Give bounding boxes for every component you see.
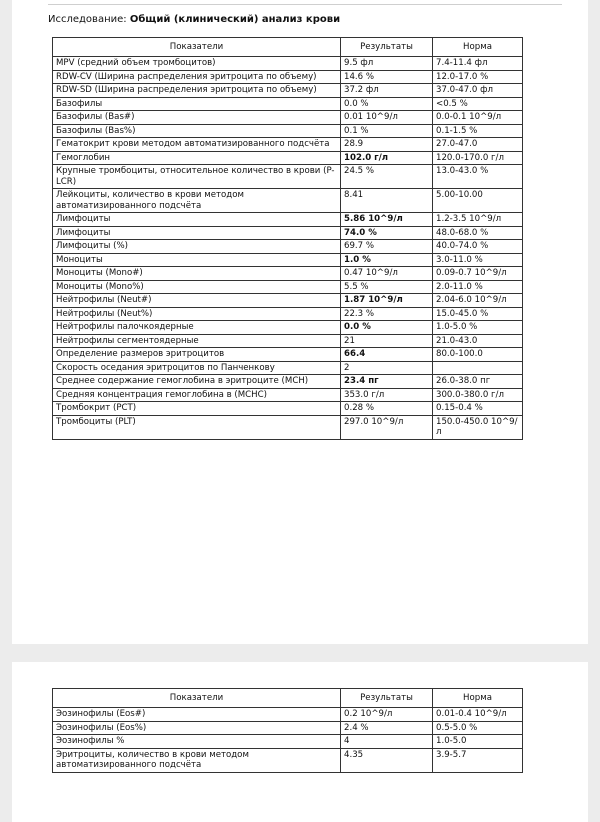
table-row <box>53 138 523 152</box>
table-row <box>53 735 523 749</box>
norm-cell: 150.0-450.0 10^9/л <box>433 415 523 439</box>
norm-cell: 12.0-17.0 % <box>433 70 523 84</box>
table-row <box>53 334 523 348</box>
norm-cell: 1.2-3.5 10^9/л <box>433 213 523 227</box>
result-cell: 2 <box>341 361 433 375</box>
indicator-cell: Эозинофилы (Eos%) <box>53 721 341 735</box>
indicator-cell: Определение размеров эритроцитов <box>53 348 341 362</box>
header-indicator: Показатели <box>53 689 341 708</box>
norm-cell: 7.4-11.4 фл <box>433 57 523 71</box>
indicator-cell: Среднее содержание гемоглобина в эритроците (MCH) <box>53 375 341 389</box>
table-row <box>53 361 523 375</box>
norm-cell: 40.0-74.0 % <box>433 240 523 254</box>
indicator-cell: Гематокрит крови методом автоматизированного подсчёта <box>53 138 341 152</box>
report-page-2 <box>12 662 588 822</box>
result-cell: 0.01 10^9/л <box>341 111 433 125</box>
indicator-cell: Нейтрофилы (Neut#) <box>53 294 341 308</box>
result-cell: 0.0 % <box>341 321 433 335</box>
norm-cell: 21.0-43.0 <box>433 334 523 348</box>
table-row <box>53 267 523 281</box>
norm-cell <box>433 361 523 375</box>
indicator-cell: Гемоглобин <box>53 151 341 165</box>
study-prefix: Исследование: <box>48 14 127 25</box>
norm-cell: 1.0-5.0 % <box>433 321 523 335</box>
result-cell: 297.0 10^9/л <box>341 415 433 439</box>
table-row <box>53 348 523 362</box>
table-row <box>53 708 523 722</box>
result-cell: 66.4 <box>341 348 433 362</box>
table-row <box>53 165 523 189</box>
indicator-cell: Нейтрофилы палочкоядерные <box>53 321 341 335</box>
result-cell: 69.7 % <box>341 240 433 254</box>
table-row <box>53 84 523 98</box>
indicator-cell: Лимфоциты <box>53 226 341 240</box>
table-row <box>53 280 523 294</box>
header-indicator: Показатели <box>53 38 341 57</box>
norm-cell: 2.04-6.0 10^9/л <box>433 294 523 308</box>
table-row <box>53 294 523 308</box>
table-row <box>53 307 523 321</box>
divider <box>48 4 562 5</box>
indicator-cell: Лимфоциты (%) <box>53 240 341 254</box>
table-row <box>53 415 523 439</box>
table-header-row <box>53 38 523 57</box>
norm-cell: 3.9-5.7 <box>433 748 523 772</box>
norm-cell: 80.0-100.0 <box>433 348 523 362</box>
indicator-cell: Эозинофилы (Eos#) <box>53 708 341 722</box>
result-cell: 1.0 % <box>341 253 433 267</box>
report-page-1 <box>12 0 588 644</box>
result-cell: 0.1 % <box>341 124 433 138</box>
result-cell: 4 <box>341 735 433 749</box>
norm-cell: 300.0-380.0 г/л <box>433 388 523 402</box>
norm-cell: 0.09-0.7 10^9/л <box>433 267 523 281</box>
indicator-cell: Средняя концентрация гемоглобина в (MCHC) <box>53 388 341 402</box>
table-row <box>53 151 523 165</box>
indicator-cell: MPV (средний объем тромбоцитов) <box>53 57 341 71</box>
indicator-cell: Скорость оседания эритроцитов по Панченкову <box>53 361 341 375</box>
header-norm: Норма <box>433 38 523 57</box>
indicator-cell: RDW-CV (Ширина распределения эритроцита по объему) <box>53 70 341 84</box>
indicator-cell: Эритроциты, количество в крови методом автоматизированного подсчёта <box>53 748 341 772</box>
table-row <box>53 111 523 125</box>
norm-cell: 2.0-11.0 % <box>433 280 523 294</box>
table-row <box>53 124 523 138</box>
indicator-cell: Крупные тромбоциты, относительное количество в крови (P-LCR) <box>53 165 341 189</box>
result-cell: 102.0 г/л <box>341 151 433 165</box>
norm-cell: 0.5-5.0 % <box>433 721 523 735</box>
indicator-cell: Нейтрофилы (Neut%) <box>53 307 341 321</box>
table-row <box>53 226 523 240</box>
table-row <box>53 402 523 416</box>
norm-cell: 27.0-47.0 <box>433 138 523 152</box>
norm-cell: 5.00-10.00 <box>433 189 523 213</box>
result-cell: 37.2 фл <box>341 84 433 98</box>
header-result: Результаты <box>341 38 433 57</box>
norm-cell: 0.15-0.4 % <box>433 402 523 416</box>
result-cell: 0.28 % <box>341 402 433 416</box>
norm-cell: 0.0-0.1 10^9/л <box>433 111 523 125</box>
indicator-cell: Тромбоциты (PLT) <box>53 415 341 439</box>
indicator-cell: Эозинофилы % <box>53 735 341 749</box>
result-cell: 0.47 10^9/л <box>341 267 433 281</box>
norm-cell: 120.0-170.0 г/л <box>433 151 523 165</box>
indicator-cell: Тромбокрит (PCT) <box>53 402 341 416</box>
result-cell: 353.0 г/л <box>341 388 433 402</box>
result-cell: 2.4 % <box>341 721 433 735</box>
norm-cell: 1.0-5.0 <box>433 735 523 749</box>
table-row <box>53 240 523 254</box>
norm-cell: 0.01-0.4 10^9/л <box>433 708 523 722</box>
indicator-cell: Лейкоциты, количество в крови методом автоматизированного подсчёта <box>53 189 341 213</box>
indicator-cell: Моноциты <box>53 253 341 267</box>
table-row <box>53 321 523 335</box>
header-result: Результаты <box>341 689 433 708</box>
study-title <box>48 14 340 25</box>
table-row <box>53 253 523 267</box>
indicator-cell: Базофилы (Bas%) <box>53 124 341 138</box>
result-cell: 22.3 % <box>341 307 433 321</box>
results-table-2 <box>52 688 523 773</box>
result-cell: 4.35 <box>341 748 433 772</box>
result-cell: 21 <box>341 334 433 348</box>
table-row <box>53 189 523 213</box>
indicator-cell: Базофилы <box>53 97 341 111</box>
indicator-cell: Лимфоциты <box>53 213 341 227</box>
table-row <box>53 721 523 735</box>
result-cell: 1.87 10^9/л <box>341 294 433 308</box>
table-row <box>53 388 523 402</box>
indicator-cell: Нейтрофилы сегментоядерные <box>53 334 341 348</box>
norm-cell: 37.0-47.0 фл <box>433 84 523 98</box>
norm-cell: 48.0-68.0 % <box>433 226 523 240</box>
norm-cell: 13.0-43.0 % <box>433 165 523 189</box>
result-cell: 5.5 % <box>341 280 433 294</box>
indicator-cell: Базофилы (Bas#) <box>53 111 341 125</box>
table-row <box>53 213 523 227</box>
norm-cell: <0.5 % <box>433 97 523 111</box>
norm-cell: 26.0-38.0 пг <box>433 375 523 389</box>
indicator-cell: Моноциты (Mono%) <box>53 280 341 294</box>
result-cell: 23.4 пг <box>341 375 433 389</box>
table-row <box>53 97 523 111</box>
indicator-cell: RDW-SD (Ширина распределения эритроцита по объему) <box>53 84 341 98</box>
result-cell: 5.86 10^9/л <box>341 213 433 227</box>
table-row <box>53 57 523 71</box>
header-norm: Норма <box>433 689 523 708</box>
table-row <box>53 70 523 84</box>
result-cell: 24.5 % <box>341 165 433 189</box>
result-cell: 8.41 <box>341 189 433 213</box>
result-cell: 74.0 % <box>341 226 433 240</box>
result-cell: 14.6 % <box>341 70 433 84</box>
results-table-1 <box>52 37 523 440</box>
table-header-row <box>53 689 523 708</box>
norm-cell: 0.1-1.5 % <box>433 124 523 138</box>
indicator-cell: Моноциты (Mono#) <box>53 267 341 281</box>
study-name: Общий (клинический) анализ крови <box>129 14 341 25</box>
table-row <box>53 748 523 772</box>
table-row <box>53 375 523 389</box>
result-cell: 28.9 <box>341 138 433 152</box>
result-cell: 0.2 10^9/л <box>341 708 433 722</box>
norm-cell: 15.0-45.0 % <box>433 307 523 321</box>
result-cell: 0.0 % <box>341 97 433 111</box>
result-cell: 9.5 фл <box>341 57 433 71</box>
norm-cell: 3.0-11.0 % <box>433 253 523 267</box>
